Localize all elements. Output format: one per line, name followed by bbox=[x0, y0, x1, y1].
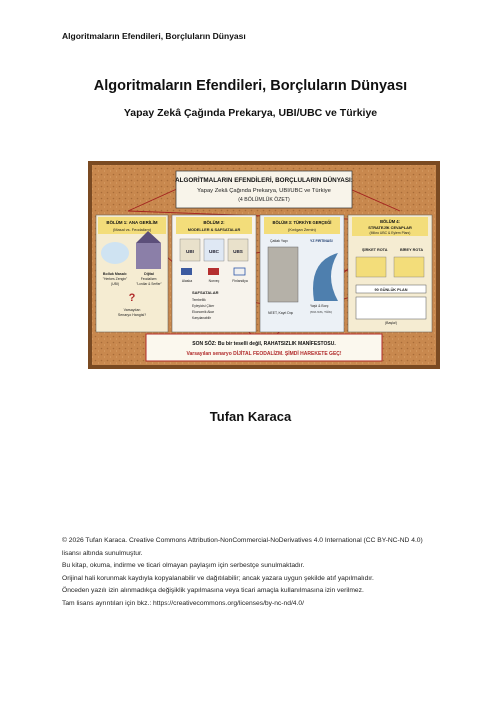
svg-text:Senaryo Hangisi?: Senaryo Hangisi? bbox=[117, 313, 147, 317]
svg-text:"Herkes Zengin": "Herkes Zengin" bbox=[102, 277, 128, 281]
license-line: Tam lisans ayrıntıları için bkz.: https://creativecommons.org/licenses/by-nc-nd/4.0/ bbox=[62, 599, 304, 607]
section-1-note bbox=[96, 215, 168, 332]
svg-text:NEET, Kayıt Dışı: NEET, Kayıt Dışı bbox=[268, 311, 294, 315]
svg-text:Dijital: Dijital bbox=[144, 272, 154, 276]
section-3-subtitle: (Kırılgan Zemin) bbox=[288, 227, 316, 232]
svg-text:(%% %%, TÜİK): (%% %%, TÜİK) bbox=[310, 310, 332, 314]
svg-text:UBS: UBS bbox=[233, 249, 243, 254]
svg-text:SAFSATALAR: SAFSATALAR bbox=[192, 290, 219, 295]
svg-text:ŞİRKET ROTA: ŞİRKET ROTA bbox=[362, 248, 388, 252]
section-2-subtitle: MODELLER & SAFSATALAR bbox=[187, 227, 241, 232]
license-block bbox=[62, 535, 442, 611]
section-3-note bbox=[260, 215, 344, 332]
flag-icon bbox=[181, 268, 192, 275]
building-icon bbox=[268, 247, 298, 302]
section-1-subtitle: (Masal vs. Feodalizm) bbox=[112, 227, 152, 232]
cover-footer-banner bbox=[146, 334, 382, 361]
svg-text:(Başla!): (Başla!) bbox=[384, 321, 398, 325]
svg-text:Tembellik: Tembellik bbox=[192, 298, 206, 302]
svg-text:Ekonomik Akar: Ekonomik Akar bbox=[192, 310, 214, 314]
svg-text:BİREY ROTA: BİREY ROTA bbox=[400, 248, 424, 252]
author-name: Tufan Karaca bbox=[209, 409, 292, 424]
castle-icon bbox=[136, 243, 161, 269]
license-line: Bu kitap, okuma, indirme ve ticari olmayan paylaşım için serbestçe sunulmaktadır. bbox=[62, 562, 305, 570]
cover-footer-line2: Varsayılan senaryo DİJİTAL FEODALİZM. ŞİMDİ HAREKETE GEÇ! bbox=[186, 351, 342, 357]
svg-text:UBC: UBC bbox=[209, 249, 219, 254]
svg-text:(Mikro UBC & Eylem Planı): (Mikro UBC & Eylem Planı) bbox=[369, 231, 411, 235]
cover-banner-sub2: (4 BÖLÜMLÜK ÖZET) bbox=[238, 197, 290, 203]
cover-footer-line1: SON SÖZ: Bu bir teselli değil, RAHATSIZLIK MANİFESTOSU. bbox=[192, 341, 336, 347]
question-mark-icon: ? bbox=[128, 292, 136, 304]
cover-illustration bbox=[88, 161, 440, 369]
svg-text:Alaska: Alaska bbox=[181, 279, 193, 283]
section-4-title: BÖLÜM 4: bbox=[380, 219, 400, 224]
section-4-note bbox=[348, 215, 432, 332]
section-3-title: BÖLÜM 3: TÜRKİYE GERÇEĞİ bbox=[272, 220, 332, 225]
svg-text:Eyleyicisi Çiker: Eyleyicisi Çiker bbox=[192, 304, 215, 308]
flag-icon bbox=[234, 268, 245, 275]
svg-text:Bolluk Masalı:: Bolluk Masalı: bbox=[102, 272, 128, 276]
svg-text:Yaşlı & Borç: Yaşlı & Borç bbox=[310, 304, 329, 308]
svg-text:Karşılanabilir: Karşılanabilir bbox=[192, 316, 212, 320]
license-line: © 2026 Tufan Karaca. Creative Commons Attribution-NonCommercial-NoDerivatives 4.0 International (CC BY-NC-ND 4.0) lisansı altında sunulmuştur. bbox=[62, 537, 423, 557]
page-title: Algoritmaların Efendileri, Borçluların Dünyası bbox=[93, 78, 408, 94]
svg-text:UBI: UBI bbox=[186, 249, 194, 254]
cloud-icon bbox=[101, 242, 129, 264]
svg-text:(UBI): (UBI) bbox=[111, 282, 119, 286]
svg-text:90 GÜNLÜK PLAN: 90 GÜNLÜK PLAN bbox=[374, 288, 408, 292]
svg-text:Çatlak Yapı: Çatlak Yapı bbox=[270, 239, 288, 243]
section-4-subtitle: STRATEJİK CEVAPLAR bbox=[368, 225, 412, 230]
license-line: Önceden yazılı izin alınmadıkça değişiklik yapılmasına veya ticari amaçla kullanılmasına izin verilmez. bbox=[62, 587, 364, 595]
cover-banner-title: ALGORİTMALARIN EFENDİLERİ, BORÇLULARIN DÜNYASI: bbox=[175, 177, 353, 184]
license-line: Orijinal hali korunmak kaydıyla kopyalanabilir ve dağıtılabilir; ancak yazara uygun şekilde atıf yapılmalıdır. bbox=[62, 574, 374, 582]
svg-text:Norveç: Norveç bbox=[208, 279, 220, 283]
cover-banner-sub1: Yapay Zekâ Çağında Prekarya, UBI/UBC ve Türkiye bbox=[197, 188, 331, 194]
section-2-title: BÖLÜM 2: bbox=[203, 220, 225, 225]
svg-text:Feodalizm:: Feodalizm: bbox=[140, 277, 158, 281]
svg-text:Finlandiya: Finlandiya bbox=[232, 279, 248, 283]
svg-text:Varsayılan: Varsayılan bbox=[123, 308, 141, 312]
svg-text:YZ FIRTINASI: YZ FIRTINASI bbox=[310, 239, 333, 243]
section-2-note bbox=[172, 215, 256, 332]
section-1-title: BÖLÜM 1: ANA GERİLİM bbox=[106, 220, 158, 225]
svg-text:"Lordlar & Serfler": "Lordlar & Serfler" bbox=[136, 282, 162, 286]
cover-banner bbox=[175, 171, 353, 208]
page-subtitle: Yapay Zekâ Çağında Prekarya, UBI/UBC ve Türkiye bbox=[123, 107, 378, 119]
running-head: Algoritmaların Efendileri, Borçluların Dünyası bbox=[62, 31, 246, 41]
flag-icon bbox=[208, 268, 219, 275]
